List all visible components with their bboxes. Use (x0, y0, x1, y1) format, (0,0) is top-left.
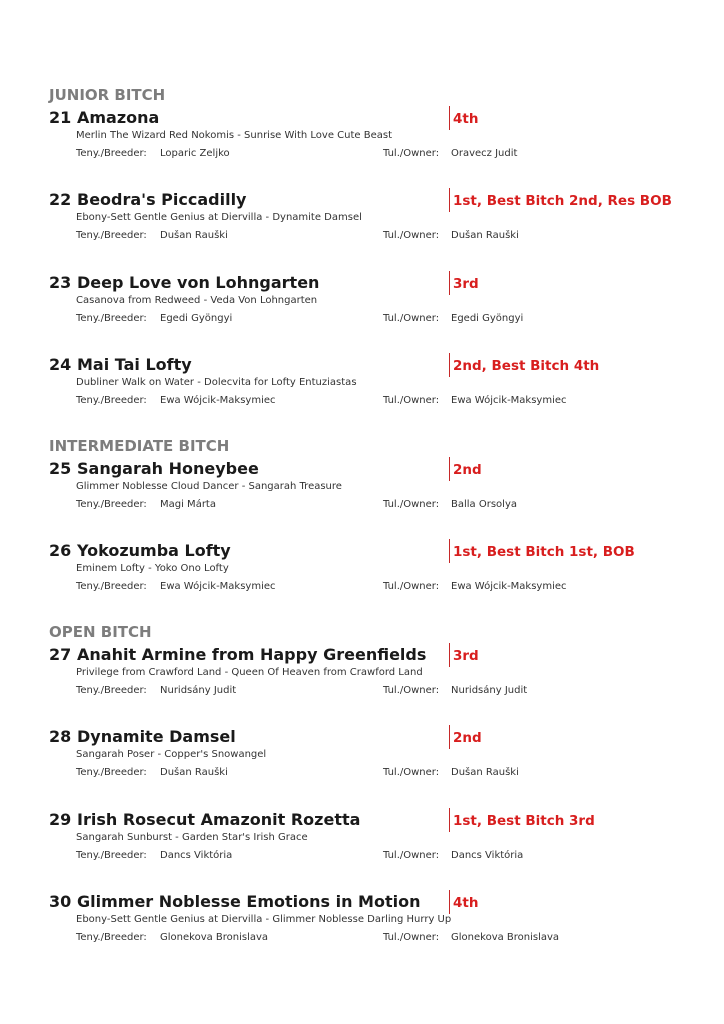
pedigree: Dubliner Walk on Water - Dolecvita for Lofty Entuziastas (76, 377, 357, 388)
dog-name: Yokozumba Lofty (77, 541, 231, 560)
entry-number: 24 (49, 355, 72, 374)
breeder-label: Teny./Breeder: (76, 850, 147, 861)
pedigree: Merlin The Wizard Red Nokomis - Sunrise With Love Cute Beast (76, 130, 392, 141)
breeder-label: Teny./Breeder: (76, 767, 147, 778)
entry-number: 30 (49, 892, 72, 911)
placement-result: 4th (449, 890, 478, 914)
section-title-junior: JUNIOR BITCH (49, 86, 166, 104)
entry-23 (49, 273, 709, 333)
owner-name: Ewa Wójcik-Maksymiec (451, 395, 567, 406)
pedigree: Casanova from Redweed - Veda Von Lohngarten (76, 295, 318, 306)
entry-number: 25 (49, 459, 72, 478)
owner-label: Tul./Owner: (383, 932, 440, 943)
pedigree: Sangarah Sunburst - Garden Star's Irish Grace (76, 832, 308, 843)
owner-name: Ewa Wójcik-Maksymiec (451, 581, 567, 592)
owner-name: Egedi Gyöngyi (451, 313, 524, 324)
entry-number: 26 (49, 541, 72, 560)
pedigree: Glimmer Noblesse Cloud Dancer - Sangarah Treasure (76, 481, 342, 492)
entry-25 (49, 459, 709, 519)
breeder-name: Dancs Viktória (160, 850, 233, 861)
placement-result: 2nd (449, 725, 482, 749)
entry-22 (49, 190, 709, 250)
dog-name: Glimmer Noblesse Emotions in Motion (77, 892, 421, 911)
dog-name: Beodra's Piccadilly (77, 190, 247, 209)
pedigree: Ebony-Sett Gentle Genius at Diervilla - Dynamite Damsel (76, 212, 362, 223)
breeder-label: Teny./Breeder: (76, 685, 147, 696)
owner-label: Tul./Owner: (383, 767, 440, 778)
breeder-name: Magi Márta (160, 499, 216, 510)
owner-label: Tul./Owner: (383, 581, 440, 592)
dog-name: Deep Love von Lohngarten (77, 273, 320, 292)
breeder-name: Dušan Rauški (160, 767, 228, 778)
breeder-name: Egedi Gyöngyi (160, 313, 233, 324)
owner-label: Tul./Owner: (383, 499, 440, 510)
breeder-label: Teny./Breeder: (76, 395, 147, 406)
owner-label: Tul./Owner: (383, 850, 440, 861)
entry-27 (49, 645, 709, 705)
entry-30 (49, 892, 709, 952)
breeder-label: Teny./Breeder: (76, 230, 147, 241)
entry-24 (49, 355, 709, 415)
placement-result: 1st, Best Bitch 3rd (449, 808, 595, 832)
entry-number: 23 (49, 273, 72, 292)
dog-name: Dynamite Damsel (77, 727, 236, 746)
entry-21 (49, 108, 709, 168)
dog-name: Sangarah Honeybee (77, 459, 259, 478)
breeder-name: Dušan Rauški (160, 230, 228, 241)
owner-name: Balla Orsolya (451, 499, 517, 510)
placement-result: 4th (449, 106, 478, 130)
owner-name: Glonekova Bronislava (451, 932, 560, 943)
breeder-name: Loparic Zeljko (160, 148, 230, 159)
dog-name: Amazona (77, 108, 160, 127)
entry-number: 28 (49, 727, 72, 746)
breeder-name: Nuridsány Judit (160, 685, 237, 696)
owner-name: Dušan Rauški (451, 230, 519, 241)
owner-label: Tul./Owner: (383, 230, 440, 241)
breeder-label: Teny./Breeder: (76, 581, 147, 592)
entry-number: 21 (49, 108, 72, 127)
entry-number: 22 (49, 190, 72, 209)
pedigree: Privilege from Crawford Land - Queen Of Heaven from Crawford Land (76, 667, 423, 678)
placement-result: 1st, Best Bitch 2nd, Res BOB (449, 188, 672, 212)
placement-result: 2nd, Best Bitch 4th (449, 353, 599, 377)
section-title-open: OPEN BITCH (49, 623, 152, 641)
breeder-name: Ewa Wójcik-Maksymiec (160, 395, 276, 406)
entry-26 (49, 541, 709, 601)
breeder-label: Teny./Breeder: (76, 148, 147, 159)
breeder-name: Ewa Wójcik-Maksymiec (160, 581, 276, 592)
breeder-label: Teny./Breeder: (76, 313, 147, 324)
owner-name: Dušan Rauški (451, 767, 519, 778)
placement-result: 3rd (449, 271, 479, 295)
entry-28 (49, 727, 709, 787)
entry-number: 29 (49, 810, 72, 829)
breeder-label: Teny./Breeder: (76, 932, 147, 943)
dog-name: Anahit Armine from Happy Greenfields (77, 645, 427, 664)
owner-label: Tul./Owner: (383, 685, 440, 696)
placement-result: 1st, Best Bitch 1st, BOB (449, 539, 635, 563)
breeder-name: Glonekova Bronislava (160, 932, 269, 943)
owner-label: Tul./Owner: (383, 313, 440, 324)
entry-number: 27 (49, 645, 72, 664)
pedigree: Ebony-Sett Gentle Genius at Diervilla - Glimmer Noblesse Darling Hurry Up (76, 914, 452, 925)
placement-result: 3rd (449, 643, 479, 667)
owner-name: Nuridsány Judit (451, 685, 528, 696)
owner-name: Oravecz Judit (451, 148, 518, 159)
placement-result: 2nd (449, 457, 482, 481)
pedigree: Sangarah Poser - Copper's Snowangel (76, 749, 267, 760)
owner-label: Tul./Owner: (383, 148, 440, 159)
section-title-intermediate: INTERMEDIATE BITCH (49, 437, 230, 455)
owner-label: Tul./Owner: (383, 395, 440, 406)
dog-name: Mai Tai Lofty (77, 355, 192, 374)
dog-name: Irish Rosecut Amazonit Rozetta (77, 810, 361, 829)
owner-name: Dancs Viktória (451, 850, 524, 861)
entry-29 (49, 810, 709, 870)
breeder-label: Teny./Breeder: (76, 499, 147, 510)
pedigree: Eminem Lofty - Yoko Ono Lofty (76, 563, 229, 574)
